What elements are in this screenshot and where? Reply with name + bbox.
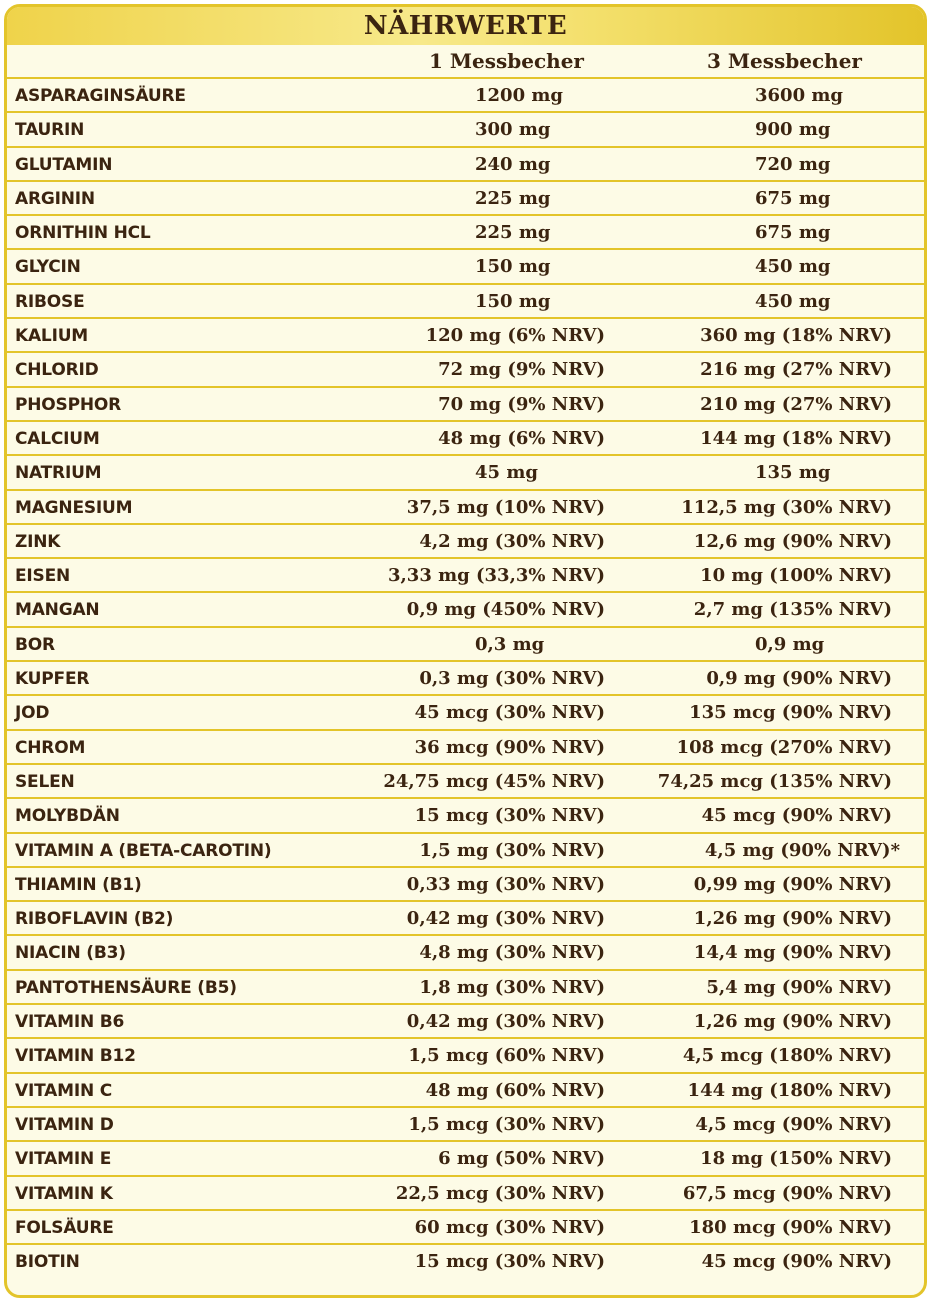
nutrient-name: VITAMIN B12 xyxy=(15,1046,136,1067)
title-bar xyxy=(7,7,924,45)
value-3-messbecher: 900 mg xyxy=(755,119,831,141)
nutrient-name: BOR xyxy=(15,634,55,655)
value-1-messbecher: 1,8 mg (30% NRV) xyxy=(419,976,605,998)
nutrient-name: RIBOSE xyxy=(15,291,85,312)
table-row xyxy=(7,1245,924,1279)
table-row xyxy=(7,1142,924,1176)
nutrient-name: KUPFER xyxy=(15,669,90,690)
value-1-messbecher: 4,2 mg (30% NRV) xyxy=(419,530,605,552)
value-1-messbecher: 15 mcg (30% NRV) xyxy=(414,1251,605,1273)
value-3-messbecher: 720 mg xyxy=(755,153,831,175)
table-row xyxy=(7,319,924,353)
value-1-messbecher: 0,42 mg (30% NRV) xyxy=(406,1011,605,1033)
value-3-messbecher: 5,4 mg (90% NRV) xyxy=(706,976,892,998)
nutrient-name: MAGNESIUM xyxy=(15,497,133,518)
nutrient-name: MANGAN xyxy=(15,600,100,621)
value-3-messbecher: 135 mcg (90% NRV) xyxy=(689,702,892,724)
table-row xyxy=(7,1108,924,1142)
value-1-messbecher: 120 mg (6% NRV) xyxy=(425,325,605,347)
value-3-messbecher: 144 mg (18% NRV) xyxy=(700,427,892,449)
nutrient-name: ARGININ xyxy=(15,188,95,209)
value-3-messbecher: 360 mg (18% NRV) xyxy=(700,325,892,347)
value-3-messbecher: 4,5 mcg (180% NRV) xyxy=(682,1045,892,1067)
column-header-1: 1 Messbecher xyxy=(429,49,584,73)
nutrient-name: GLYCIN xyxy=(15,257,81,278)
nutrient-name: CHROM xyxy=(15,737,86,758)
table-row xyxy=(7,285,924,319)
table-row xyxy=(7,1039,924,1073)
value-1-messbecher: 0,42 mg (30% NRV) xyxy=(406,908,605,930)
table-row xyxy=(7,868,924,902)
nutrient-name: VITAMIN K xyxy=(15,1183,113,1204)
nutrient-name: NIACIN (B3) xyxy=(15,943,126,964)
value-3-messbecher: 0,9 mg xyxy=(755,633,825,655)
value-3-messbecher: 45 mcg (90% NRV) xyxy=(701,805,892,827)
value-1-messbecher: 6 mg (50% NRV) xyxy=(438,1148,605,1170)
table-row xyxy=(7,834,924,868)
value-1-messbecher: 225 mg xyxy=(475,222,551,244)
table-row xyxy=(7,148,924,182)
table-row xyxy=(7,559,924,593)
table-row xyxy=(7,1005,924,1039)
value-3-messbecher: 675 mg xyxy=(755,187,831,209)
value-3-messbecher: 180 mcg (90% NRV) xyxy=(689,1216,892,1238)
table-row xyxy=(7,525,924,559)
value-1-messbecher: 36 mcg (90% NRV) xyxy=(414,736,605,758)
nutrient-name: PANTOTHENSÄURE (B5) xyxy=(15,977,237,998)
table-row xyxy=(7,799,924,833)
value-3-messbecher: 12,6 mg (90% NRV) xyxy=(693,530,892,552)
value-1-messbecher: 22,5 mcg (30% NRV) xyxy=(395,1182,605,1204)
value-3-messbecher: 0,99 mg (90% NRV) xyxy=(693,873,892,895)
nutrient-name: VITAMIN E xyxy=(15,1149,112,1170)
nutrition-table xyxy=(4,4,927,1298)
value-1-messbecher: 15 mcg (30% NRV) xyxy=(414,805,605,827)
value-1-messbecher: 0,9 mg (450% NRV) xyxy=(406,599,605,621)
value-1-messbecher: 0,3 mg (30% NRV) xyxy=(419,668,605,690)
table-row xyxy=(7,216,924,250)
nutrient-name: TAURIN xyxy=(15,120,85,141)
value-3-messbecher: 4,5 mcg (90% NRV) xyxy=(695,1113,892,1135)
table-row xyxy=(7,765,924,799)
value-3-messbecher: 108 mcg (270% NRV) xyxy=(676,736,892,758)
value-1-messbecher: 4,8 mg (30% NRV) xyxy=(419,942,605,964)
value-1-messbecher: 3,33 mg (33,3% NRV) xyxy=(388,565,605,587)
nutrient-name: BIOTIN xyxy=(15,1252,80,1273)
value-1-messbecher: 37,5 mg (10% NRV) xyxy=(406,496,605,518)
value-1-messbecher: 48 mg (6% NRV) xyxy=(438,427,605,449)
value-1-messbecher: 300 mg xyxy=(475,119,551,141)
nutrient-name: RIBOFLAVIN (B2) xyxy=(15,909,174,930)
table-row xyxy=(7,628,924,662)
column-header-2: 3 Messbecher xyxy=(707,49,862,73)
value-3-messbecher: 67,5 mcg (90% NRV) xyxy=(682,1182,892,1204)
value-3-messbecher: 112,5 mg (30% NRV) xyxy=(681,496,892,518)
nutrient-name: EISEN xyxy=(15,566,71,587)
value-3-messbecher: 0,9 mg (90% NRV) xyxy=(706,668,892,690)
value-1-messbecher: 0,33 mg (30% NRV) xyxy=(406,873,605,895)
value-3-messbecher: 450 mg xyxy=(755,256,831,278)
nutrient-name: VITAMIN D xyxy=(15,1114,114,1135)
value-1-messbecher: 1,5 mcg (60% NRV) xyxy=(408,1045,605,1067)
value-1-messbecher: 48 mg (60% NRV) xyxy=(425,1079,605,1101)
table-row xyxy=(7,936,924,970)
nutrient-name: ORNITHIN HCL xyxy=(15,223,151,244)
value-3-messbecher: 3600 mg xyxy=(755,85,843,106)
value-3-messbecher: 1,26 mg (90% NRV) xyxy=(693,1011,892,1033)
value-3-messbecher: 216 mg (27% NRV) xyxy=(700,359,892,381)
table-row xyxy=(7,182,924,216)
table-row xyxy=(7,1177,924,1211)
nutrient-name: MOLYBDÄN xyxy=(15,806,120,827)
nutrient-name: FOLSÄURE xyxy=(15,1217,114,1238)
value-1-messbecher: 70 mg (9% NRV) xyxy=(438,393,605,415)
table-row xyxy=(7,491,924,525)
table-row xyxy=(7,1211,924,1245)
nutrient-name: ZINK xyxy=(15,531,61,552)
value-1-messbecher: 72 mg (9% NRV) xyxy=(438,359,605,381)
table-row xyxy=(7,456,924,490)
value-3-messbecher: 450 mg xyxy=(755,290,831,312)
value-3-messbecher: 210 mg (27% NRV) xyxy=(700,393,892,415)
value-3-messbecher: 675 mg xyxy=(755,222,831,244)
column-header xyxy=(7,45,924,79)
value-3-messbecher: 144 mg (180% NRV) xyxy=(687,1079,892,1101)
nutrient-name: VITAMIN A (BETA-CAROTIN) xyxy=(15,840,272,861)
table-row xyxy=(7,696,924,730)
table-row xyxy=(7,1074,924,1108)
table-title: NÄHRWERTE xyxy=(363,11,568,41)
table-row xyxy=(7,902,924,936)
value-1-messbecher: 240 mg xyxy=(475,153,551,175)
table-row xyxy=(7,79,924,113)
nutrient-name: NATRIUM xyxy=(15,463,102,484)
value-1-messbecher: 150 mg xyxy=(475,256,551,278)
value-1-messbecher: 1,5 mcg (30% NRV) xyxy=(408,1113,605,1135)
nutrient-name: GLUTAMIN xyxy=(15,154,113,175)
table-row xyxy=(7,353,924,387)
value-3-messbecher: 18 mg (150% NRV) xyxy=(700,1148,892,1170)
nutrient-name: SELEN xyxy=(15,771,75,792)
value-1-messbecher: 225 mg xyxy=(475,187,551,209)
nutrient-name: ASPARAGINSÄURE xyxy=(15,86,186,106)
nutrient-name: VITAMIN C xyxy=(15,1080,112,1101)
value-3-messbecher: 2,7 mg (135% NRV) xyxy=(693,599,892,621)
value-3-messbecher: 4,5 mg (90% NRV)* xyxy=(704,839,900,861)
table-row xyxy=(7,593,924,627)
table-row xyxy=(7,250,924,284)
value-3-messbecher: 45 mcg (90% NRV) xyxy=(701,1251,892,1273)
value-1-messbecher: 0,3 mg xyxy=(475,633,545,655)
value-3-messbecher: 1,26 mg (90% NRV) xyxy=(693,908,892,930)
nutrient-name: KALIUM xyxy=(15,326,89,347)
value-3-messbecher: 10 mg (100% NRV) xyxy=(700,565,892,587)
table-row xyxy=(7,113,924,147)
value-1-messbecher: 1,5 mg (30% NRV) xyxy=(419,839,605,861)
nutrient-name: CALCIUM xyxy=(15,428,100,449)
value-1-messbecher: 60 mcg (30% NRV) xyxy=(414,1216,605,1238)
value-3-messbecher: 14,4 mg (90% NRV) xyxy=(693,942,892,964)
nutrient-name: PHOSPHOR xyxy=(15,394,122,415)
value-1-messbecher: 150 mg xyxy=(475,290,551,312)
value-1-messbecher: 24,75 mcg (45% NRV) xyxy=(383,770,605,792)
nutrient-name: JOD xyxy=(15,703,50,724)
value-3-messbecher: 74,25 mcg (135% NRV) xyxy=(657,770,892,792)
value-1-messbecher: 1200 mg xyxy=(475,85,563,106)
value-1-messbecher: 45 mcg (30% NRV) xyxy=(414,702,605,724)
value-3-messbecher: 135 mg xyxy=(755,462,831,484)
nutrient-name: CHLORID xyxy=(15,360,99,381)
nutrient-name: VITAMIN B6 xyxy=(15,1012,125,1033)
table-row xyxy=(7,971,924,1005)
value-1-messbecher: 45 mg xyxy=(475,462,538,484)
nutrient-name: THIAMIN (B1) xyxy=(15,874,142,895)
table-row xyxy=(7,731,924,765)
table-body xyxy=(7,79,924,1279)
table-row xyxy=(7,662,924,696)
table-row xyxy=(7,388,924,422)
table-row xyxy=(7,422,924,456)
